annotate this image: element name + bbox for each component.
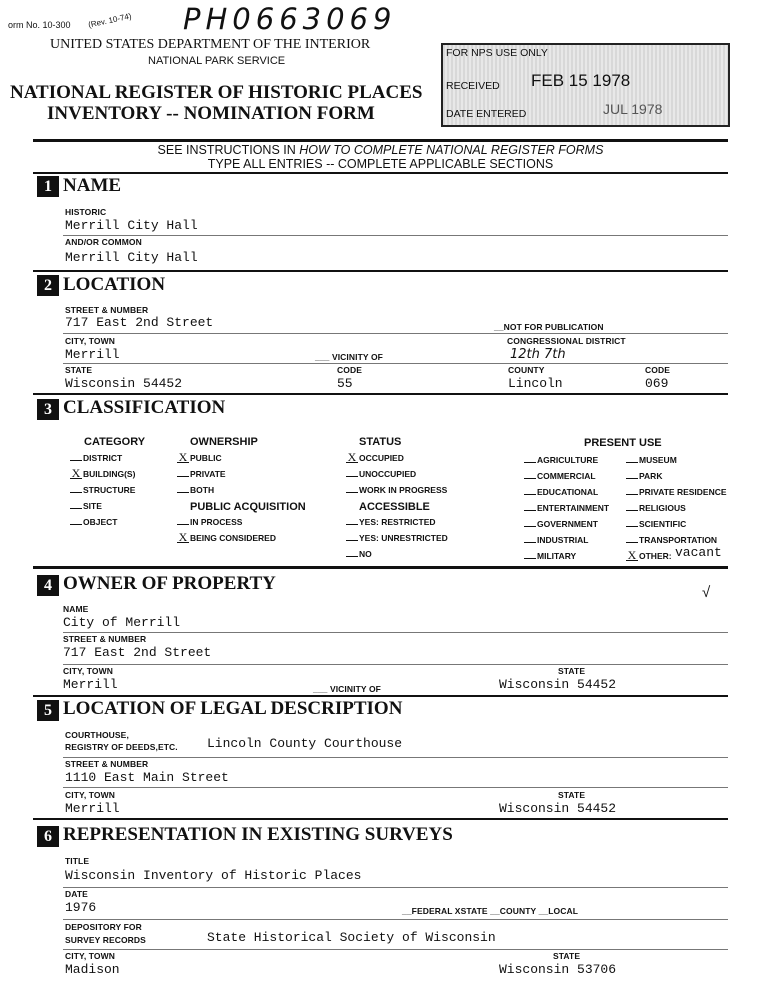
field-line xyxy=(63,887,728,888)
option-label: PARK xyxy=(639,471,663,481)
option-object[interactable] xyxy=(70,517,117,528)
survey-date-field[interactable]: 1976 xyxy=(65,900,97,915)
section-title-name: NAME xyxy=(63,175,122,196)
option-occupied[interactable] xyxy=(346,450,404,464)
form-title-line2: INVENTORY -- NOMINATION FORM xyxy=(47,103,375,124)
blank-checkbox[interactable] xyxy=(524,478,536,479)
owner-street-label: STREET & NUMBER xyxy=(63,634,147,644)
common-name-field[interactable]: Merrill City Hall xyxy=(65,250,198,265)
divider xyxy=(33,270,728,272)
street-field[interactable]: 717 East 2nd Street xyxy=(65,315,214,330)
option-label: MILITARY xyxy=(537,551,577,561)
option-unoccupied[interactable] xyxy=(346,469,416,480)
option-label: BUILDING(S) xyxy=(83,469,136,479)
legal-street-field[interactable]: 1110 East Main Street xyxy=(65,770,229,785)
option-industrial[interactable] xyxy=(524,535,588,546)
blank-checkbox[interactable] xyxy=(177,476,189,477)
service-name: NATIONAL PARK SERVICE xyxy=(148,55,286,67)
legal-city-field[interactable]: Merrill xyxy=(65,801,120,816)
blank-checkbox[interactable] xyxy=(346,524,358,525)
blank-checkbox[interactable] xyxy=(177,492,189,493)
vicinity-option[interactable]: ___ VICINITY OF xyxy=(315,352,383,362)
not-for-publication-option[interactable]: __NOT FOR PUBLICATION xyxy=(494,322,604,332)
congressional-district-field[interactable]: 12th 7th xyxy=(510,347,566,362)
blank-checkbox[interactable] xyxy=(70,492,82,493)
option-label: IN PROCESS xyxy=(190,517,243,527)
option-label: ENTERTAINMENT xyxy=(537,503,610,513)
option-public[interactable] xyxy=(177,450,222,464)
other-use-value[interactable]: vacant xyxy=(675,545,722,560)
state-code-field[interactable]: 55 xyxy=(337,376,353,391)
ownership-heading: OWNERSHIP xyxy=(190,436,258,448)
city-field[interactable]: Merrill xyxy=(65,347,120,362)
option-yes-unrestricted[interactable] xyxy=(346,533,448,544)
field-line xyxy=(63,632,728,633)
option-government[interactable] xyxy=(524,519,598,530)
option-label: PRIVATE xyxy=(190,469,226,479)
blank-checkbox[interactable] xyxy=(524,558,536,559)
option-label: TRANSPORTATION xyxy=(639,535,718,545)
legal-street-label: STREET & NUMBER xyxy=(65,759,149,769)
option-label: WORK IN PROGRESS xyxy=(359,485,448,495)
option-label: RELIGIOUS xyxy=(639,503,686,513)
option-label: YES: UNRESTRICTED xyxy=(359,533,448,543)
option-being-considered[interactable] xyxy=(177,530,276,544)
owner-city-label: CITY, TOWN xyxy=(63,666,113,676)
historic-name-field[interactable]: Merrill City Hall xyxy=(65,218,198,233)
survey-level-options[interactable]: __FEDERAL XSTATE __COUNTY __LOCAL xyxy=(402,906,579,916)
option-private-residence[interactable] xyxy=(626,487,727,498)
option-label: SITE xyxy=(83,501,102,511)
section-title-surveys: REPRESENTATION IN EXISTING SURVEYS xyxy=(63,824,453,845)
registry-label: REGISTRY OF DEEDS,ETC. xyxy=(65,742,178,752)
courthouse-field[interactable]: Lincoln County Courthouse xyxy=(207,736,403,751)
legal-state-label: STATE xyxy=(558,790,586,800)
instructions-text: SEE INSTRUCTIONS IN xyxy=(157,143,300,157)
blank-checkbox[interactable] xyxy=(524,462,536,463)
divider xyxy=(33,818,728,820)
option-label: AGRICULTURE xyxy=(537,455,599,465)
option-label: BOTH xyxy=(190,485,215,495)
survey-state-label: STATE xyxy=(553,951,581,961)
option-district[interactable] xyxy=(70,453,122,464)
field-line xyxy=(63,363,728,364)
blank-checkbox[interactable] xyxy=(70,508,82,509)
option-label: BEING CONSIDERED xyxy=(190,533,276,543)
status-heading: STATUS xyxy=(359,436,402,448)
received-stamp: FEB 15 1978 xyxy=(531,71,631,90)
option-other[interactable] xyxy=(626,548,672,562)
owner-name-label: NAME xyxy=(63,604,89,614)
blank-checkbox[interactable] xyxy=(346,540,358,541)
survey-title-label: TITLE xyxy=(65,856,90,866)
option-yes-restricted[interactable] xyxy=(346,517,436,528)
checked-mark-icon[interactable]: X xyxy=(347,450,357,464)
option-label: COMMERCIAL xyxy=(537,471,596,481)
section-number: 3 xyxy=(37,399,59,420)
section-number: 2 xyxy=(37,275,59,296)
option-no[interactable] xyxy=(346,549,372,560)
blank-checkbox[interactable] xyxy=(70,524,82,525)
owner-city-field[interactable]: Merrill xyxy=(63,677,118,692)
blank-checkbox[interactable] xyxy=(626,542,638,543)
field-line xyxy=(63,333,728,334)
survey-state-field[interactable]: Wisconsin 53706 xyxy=(499,962,617,977)
option-label: UNOCCUPIED xyxy=(359,469,417,479)
option-religious[interactable] xyxy=(626,503,686,514)
blank-checkbox[interactable] xyxy=(346,492,358,493)
blank-checkbox[interactable] xyxy=(626,526,638,527)
blank-checkbox[interactable] xyxy=(626,478,638,479)
option-building-s[interactable] xyxy=(70,466,136,480)
option-in-process[interactable] xyxy=(177,517,242,528)
blank-checkbox[interactable] xyxy=(524,494,536,495)
category-heading: CATEGORY xyxy=(84,436,146,448)
option-structure[interactable] xyxy=(70,485,135,496)
form-number: orm No. 10-300 xyxy=(8,20,71,30)
section-title-legal-description: LOCATION OF LEGAL DESCRIPTION xyxy=(63,698,403,719)
divider xyxy=(33,695,728,697)
section-title-location: LOCATION xyxy=(63,274,166,295)
divider xyxy=(33,393,728,395)
divider xyxy=(33,172,728,174)
field-line xyxy=(63,919,728,920)
option-park[interactable] xyxy=(626,471,662,482)
present-use-heading: PRESENT USE xyxy=(584,437,662,449)
blank-checkbox[interactable] xyxy=(346,476,358,477)
option-label: MUSEUM xyxy=(639,455,677,465)
field-line xyxy=(63,949,728,950)
nps-use-only-box xyxy=(441,43,730,127)
section-number: 1 xyxy=(37,176,59,197)
depository-field[interactable]: State Historical Society of Wisconsin xyxy=(207,930,496,945)
option-label: GOVERNMENT xyxy=(537,519,598,529)
field-line xyxy=(63,235,728,236)
owner-vicinity-option[interactable]: ___ VICINITY OF xyxy=(313,684,381,694)
accessible-heading: ACCESSIBLE xyxy=(359,501,430,513)
section-number: 6 xyxy=(37,826,59,847)
blank-checkbox[interactable] xyxy=(524,542,536,543)
option-both[interactable] xyxy=(177,485,214,496)
state-code-label: CODE xyxy=(337,365,362,375)
divider xyxy=(33,139,728,142)
county-code-field[interactable]: 069 xyxy=(645,376,669,391)
state-label: STATE xyxy=(65,365,93,375)
checked-mark-icon[interactable]: X xyxy=(178,530,188,544)
state-field[interactable]: Wisconsin 54452 xyxy=(65,376,183,391)
received-label: RECEIVED xyxy=(446,80,500,92)
field-line xyxy=(63,757,728,758)
survey-title-field[interactable]: Wisconsin Inventory of Historic Places xyxy=(65,868,362,883)
option-scientific[interactable] xyxy=(626,519,686,530)
county-label: COUNTY xyxy=(508,365,545,375)
option-private[interactable] xyxy=(177,469,226,480)
section-number: 5 xyxy=(37,700,59,721)
field-line xyxy=(63,787,728,788)
owner-state-field[interactable]: Wisconsin 54452 xyxy=(499,677,617,692)
option-site[interactable] xyxy=(70,501,102,512)
form-title-line1: NATIONAL REGISTER OF HISTORIC PLACES xyxy=(10,82,423,103)
instructions-line2: TYPE ALL ENTRIES -- COMPLETE APPLICABLE SECTIONS xyxy=(207,157,554,171)
instructions-guide-title: HOW TO COMPLETE NATIONAL REGISTER FORMS xyxy=(299,143,604,157)
divider xyxy=(33,566,728,569)
depository-label: DEPOSITORY FOR xyxy=(65,922,142,932)
survey-city-label: CITY, TOWN xyxy=(65,951,115,961)
option-military[interactable] xyxy=(524,551,576,562)
blank-checkbox[interactable] xyxy=(626,462,638,463)
option-agriculture[interactable] xyxy=(524,455,598,466)
section-title-classification: CLASSIFICATION xyxy=(63,397,226,418)
blank-checkbox[interactable] xyxy=(346,556,358,557)
revision-date: (Rev. 10-74) xyxy=(87,11,133,30)
blank-checkbox[interactable] xyxy=(524,510,536,511)
option-label: OCCUPIED xyxy=(359,453,404,463)
option-label: OTHER: xyxy=(639,551,672,561)
street-label: STREET & NUMBER xyxy=(65,305,149,315)
legal-state-field[interactable]: Wisconsin 54452 xyxy=(499,801,617,816)
option-label: SCIENTIFIC xyxy=(639,519,687,529)
option-label: EDUCATIONAL xyxy=(537,487,599,497)
common-name-label: AND/OR COMMON xyxy=(65,237,142,247)
option-educational[interactable] xyxy=(524,487,598,498)
option-label: YES: RESTRICTED xyxy=(359,517,436,527)
option-label: OBJECT xyxy=(83,517,118,527)
department-name: UNITED STATES DEPARTMENT OF THE INTERIOR xyxy=(50,37,371,52)
blank-checkbox[interactable] xyxy=(524,526,536,527)
option-work-in-progress[interactable] xyxy=(346,485,447,496)
option-label: INDUSTRIAL xyxy=(537,535,589,545)
city-label: CITY, TOWN xyxy=(65,336,115,346)
owner-state-label: STATE xyxy=(558,666,586,676)
field-line xyxy=(63,664,728,665)
option-commercial[interactable] xyxy=(524,471,596,482)
instructions-line1 xyxy=(33,143,728,157)
survey-city-field[interactable]: Madison xyxy=(65,962,120,977)
congressional-district-label: CONGRESSIONAL DISTRICT xyxy=(507,336,626,346)
option-museum[interactable] xyxy=(626,455,677,466)
option-entertainment[interactable] xyxy=(524,503,609,514)
option-label: STRUCTURE xyxy=(83,485,136,495)
checked-mark-icon[interactable]: X xyxy=(178,450,188,464)
survey-date-label: DATE xyxy=(65,889,88,899)
historic-label: HISTORIC xyxy=(65,207,107,217)
date-entered-stamp: JUL 1978 xyxy=(603,101,663,117)
date-entered-label: DATE ENTERED xyxy=(446,108,527,120)
option-label: DISTRICT xyxy=(83,453,123,463)
checked-mark-icon[interactable]: X xyxy=(71,466,81,480)
blank-checkbox[interactable] xyxy=(70,460,82,461)
owner-name-field[interactable]: City of Merrill xyxy=(63,615,181,630)
public-acquisition-heading: PUBLIC ACQUISITION xyxy=(190,501,306,513)
blank-checkbox[interactable] xyxy=(626,510,638,511)
courthouse-label: COURTHOUSE, xyxy=(65,730,129,740)
option-label: NO xyxy=(359,549,372,559)
option-label: PRIVATE RESIDENCE xyxy=(639,487,727,497)
county-code-label: CODE xyxy=(645,365,670,375)
blank-checkbox[interactable] xyxy=(177,524,189,525)
check-mark: √ xyxy=(702,584,711,601)
nps-box-heading: FOR NPS USE ONLY xyxy=(446,47,548,59)
county-field[interactable]: Lincoln xyxy=(508,376,563,391)
section-number: 4 xyxy=(37,575,59,596)
handwritten-reference-number: PH0663069 xyxy=(183,2,397,36)
blank-checkbox[interactable] xyxy=(626,494,638,495)
option-label: PUBLIC xyxy=(190,453,222,463)
owner-street-field[interactable]: 717 East 2nd Street xyxy=(63,645,212,660)
checked-mark-icon[interactable]: X xyxy=(627,548,637,562)
legal-city-label: CITY, TOWN xyxy=(65,790,115,800)
section-title-owner: OWNER OF PROPERTY xyxy=(63,573,276,594)
survey-records-label: SURVEY RECORDS xyxy=(65,935,146,945)
